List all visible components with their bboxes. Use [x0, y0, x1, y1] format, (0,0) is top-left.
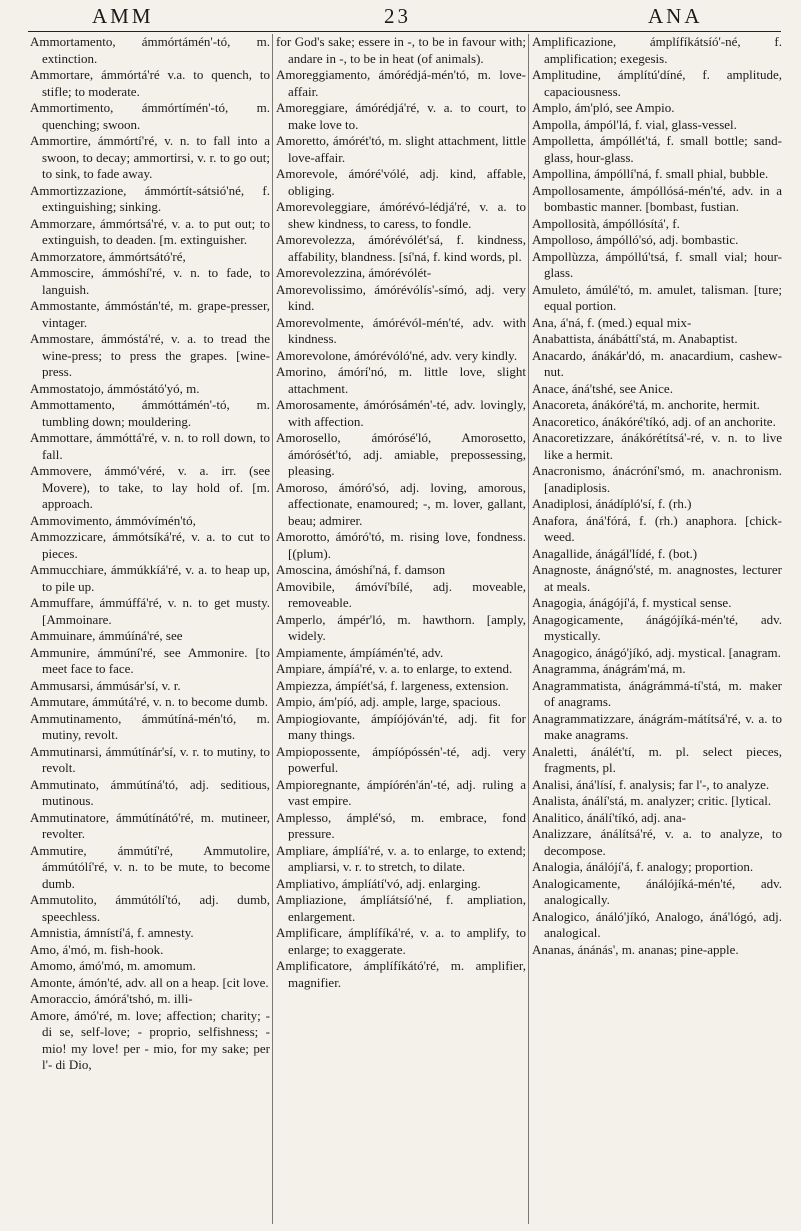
dictionary-entry: Ammostante, ámmóstán'té, m. grape-presser, vintager.: [30, 298, 270, 330]
dictionary-entry: Ampollosità, ámpóllósítá', f.: [532, 215, 680, 231]
dictionary-entry: Ampliazione, ámplíátsíó'né, f. ampliation, enlargement.: [276, 892, 526, 924]
dictionary-entry: Ampioregnante, ámpíórén'án'-té, adj. ruling a vast empire.: [276, 776, 526, 808]
dictionary-entry: Amoscina, ámóshí'ná, f. damson: [276, 562, 446, 577]
page-header: [0, 0, 801, 36]
dictionary-entry: Analogicamente, ánálójíká-mén'té, adv. analogically.: [532, 875, 782, 907]
dictionary-entry: Amore, ámó'ré, m. love; affection; charity; - di se, self-love; - proprio, selfishness; - mio! my love! per - mio, for my sake; per l'- di Dio,: [30, 1007, 270, 1072]
dictionary-entry: Amo, á'mó, m. fish-hook.: [30, 941, 164, 957]
dictionary-entry: Amorotto, ámóró'tó, m. rising love, fondness. [(plum).: [276, 529, 526, 561]
dictionary-entry: Amplesso, ámplé'só, m. embrace, fond pressure.: [276, 809, 526, 841]
dictionary-entry: Anagogia, ánágójí'á, f. mystical sense.: [532, 595, 732, 610]
dictionary-entry: Ampliare, ámplíá'ré, v. a. to enlarge, to extend; ampliarsi, v. r. to stretch, to dilate.: [276, 842, 526, 874]
dictionary-entry: Ammoscire, ámmóshí'ré, v. n. to fade, to languish.: [30, 265, 270, 297]
dictionary-entry: Anabattista, ánábáttí'stá, m. Anabaptist.: [532, 331, 738, 346]
dictionary-entry: Ammutinatore, ámmútínátó'ré, m. mutineer, revolter.: [30, 809, 270, 841]
dictionary-entry: Ammortimento, ámmórtímén'-tó, m. quenching; swoon.: [30, 100, 270, 132]
dictionary-entry: Analetti, ánálét'tí, m. pl. select pieces, fragments, pl.: [532, 743, 782, 775]
dictionary-entry: Ammorzare, ámmórtsá'ré, v. a. to put out; to extinguish, to deaden. [m. extinguisher.: [30, 215, 270, 247]
dictionary-entry: Amoretto, ámórét'tó, m. slight attachment, little love-affair.: [276, 133, 526, 165]
dictionary-entry: Ammovimento, ámmóvímén'tó,: [30, 512, 196, 528]
dictionary-entry: Amplificare, ámplífíká'ré, v. a. to amplify, to enlarge; to exaggerate.: [276, 925, 526, 957]
dictionary-entry: Analista, ánálí'stá, m. analyzer; critic. [lytical.: [532, 793, 772, 808]
dictionary-entry: Anagallide, ánágál'lídé, f. (bot.): [532, 545, 698, 561]
dictionary-entry: Amorevole, ámóré'vólé, adj. kind, affable, obliging.: [276, 166, 526, 198]
dictionary-entry: Ampiamente, ámpíámén'té, adv.: [276, 644, 444, 660]
dictionary-entry: Anagramma, ánágrám'má, m.: [532, 661, 686, 676]
dictionary-entry: Anagogicamente, ánágójíká-mén'té, adv. mystically.: [532, 611, 782, 643]
dictionary-entry: Analisi, áná'lísí, f. analysis; far l'-, to analyze.: [532, 776, 770, 792]
dictionary-entry: Ammozzicare, ámmótsíká'ré, v. a. to cut to pieces.: [30, 529, 270, 561]
dictionary-entry: Amoroso, ámóró'só, adj. loving, amorous, affectionate, enamoured; -, m. lover, gallant, beau; admirer.: [276, 479, 526, 528]
page-number: 23: [384, 4, 411, 28]
dictionary-entry: Analogico, ánáló'jíkó, Analogo, áná'lógó, adj. analogical.: [532, 908, 782, 940]
dictionary-entry: Ammottamento, ámmóttámén'-tó, m. tumbling down; mouldering.: [30, 397, 270, 429]
dictionary-entry: Anagnoste, ánágnó'sté, m. anagnostes, lecturer at meals.: [532, 562, 782, 594]
dictionary-entry: Anacoreta, ánákóré'tá, m. anchorite, hermit.: [532, 397, 760, 412]
dictionary-entry: Amorevolissimo, ámórévólís'-símó, adj. very kind.: [276, 281, 526, 313]
dictionary-entry: Amplitudine, ámplítú'díné, f. amplitude, capaciousness.: [532, 67, 782, 99]
column-divider: [528, 34, 529, 1224]
dictionary-entry: Ampolloso, ámpólló'só, adj. bombastic.: [532, 232, 739, 247]
dictionary-entry: Ammutire, ámmútí'ré, Ammutolire, ámmútólí'ré, v. n. to be mute, to become dumb.: [30, 842, 270, 891]
dictionary-entry: Anafora, áná'fórá, f. (rh.) anaphora. [chick-weed.: [532, 512, 782, 544]
dictionary-entry: Amoreggiare, ámórédjá'ré, v. a. to court, to make love to.: [276, 100, 526, 132]
dictionary-entry: Ammottare, ámmóttá'ré, v. n. to roll down, to fall.: [30, 430, 270, 462]
dictionary-entry: Amoreggiamento, ámórédjá-mén'tó, m. love-affair.: [276, 67, 526, 99]
dictionary-entry: Ammostare, ámmóstá'ré, v. a. to tread the wine-press; to press the grapes. [wine-press.: [30, 331, 270, 379]
dictionary-entry: Amplo, ám'pló, see Ampio.: [532, 100, 675, 115]
dictionary-entry: Analitico, ánálí'tíkó, adj. ana-: [532, 809, 686, 825]
dictionary-entry: Amorevoleggiare, ámórévó-lédjá'ré, v. a. to shew kindness, to caress, to fondle.: [276, 199, 526, 231]
dictionary-entry: Ammuinare, ámmúíná'ré, see: [30, 628, 183, 643]
dictionary-entry: Amomo, ámó'mó, m. amomum.: [30, 958, 196, 973]
dictionary-entry: Ammutare, ámmútá'ré, v. n. to become dumb.: [30, 694, 268, 709]
dictionary-entry: Ampiare, ámpíá'ré, v. a. to enlarge, to extend.: [276, 661, 513, 676]
dictionary-entry: Amnistia, ámnístí'á, f. amnesty.: [30, 925, 194, 940]
dictionary-entry: Ampiopossente, ámpíópóssén'-té, adj. very powerful.: [276, 743, 526, 775]
dictionary-entry: Amovibile, ámóví'bílé, adj. moveable, removeable.: [276, 578, 526, 610]
dictionary-entry: Ananas, ánánás', m. ananas; pine-apple.: [532, 941, 739, 957]
dictionary-entry: Ammovere, ámmó'véré, v. a. irr. (see Movere), to take, to lay hold of. [m. approach.: [30, 463, 270, 511]
dictionary-entry: Ammortire, ámmórtí'ré, v. n. to fall into a swoon, to decay; ammortirsi, v. r. to go out; to sink, to fade away.: [30, 133, 270, 181]
dictionary-entry: Ammutolito, ámmútólí'tó, adj. dumb, speechless.: [30, 892, 270, 924]
dictionary-entry: Analogia, ánálójí'á, f. analogy; proportion.: [532, 859, 754, 874]
dictionary-entry: Ampolla, ámpól'lá, f. vial, glass-vessel.: [532, 116, 737, 132]
dictionary-entry: Amonte, ámón'té, adv. all on a heap. [cit love.: [30, 974, 269, 990]
dictionary-entry: Ammuffare, ámmúffá'ré, v. n. to get musty. [Ammoinare.: [30, 595, 270, 627]
dictionary-entry: Anacoretico, ánákóré'tíkó, adj. of an anchorite.: [532, 413, 776, 429]
header-left-guideword: AMM: [92, 4, 154, 28]
dictionary-entry: Amplificatore, ámplífíkátó'ré, m. amplifier, magnifier.: [276, 958, 526, 990]
dictionary-entry: Amperlo, ámpér'ló, m. hawthorn. [amply, widely.: [276, 611, 526, 643]
dictionary-entry: Ammortizzazione, ámmórtít-sátsió'né, f. extinguishing; sinking.: [30, 182, 270, 214]
dictionary-entry: Anagrammatista, ánágrámmá-tí'stá, m. maker of anagrams.: [532, 677, 782, 709]
dictionary-entry: for God's sake; essere in -, to be in favour with; andare in -, to be in heat (of animals).: [276, 34, 526, 66]
header-rule: [28, 31, 781, 32]
dictionary-column-3: [532, 34, 782, 1226]
dictionary-entry: Amoraccio, ámórá'tshó, m. illi-: [30, 991, 193, 1006]
dictionary-entry: Ammunire, ámmúní'ré, see Ammonire. [to meet face to face.: [30, 644, 270, 676]
dictionary-column-1: [30, 34, 270, 1226]
dictionary-entry: Ampiezza, ámpíét'sá, f. largeness, extension.: [276, 677, 509, 693]
dictionary-entry: Analizzare, ánálítsá'ré, v. a. to analyze, to decompose.: [532, 826, 782, 858]
dictionary-entry: Anadiplosi, ánádípló'sí, f. (rh.): [532, 496, 692, 511]
dictionary-entry: Amorevolezzina, ámórévólét-: [276, 265, 432, 280]
dictionary-entry: Amorino, ámórí'nó, m. little love, slight attachment.: [276, 364, 526, 396]
column-divider: [272, 34, 273, 1224]
dictionary-entry: Anagogico, ánágó'jíkó, adj. mystical. [anagram.: [532, 644, 781, 660]
dictionary-entry: Ampollosamente, ámpóllósá-mén'té, adv. in a bombastic manner. [bombast, fustian.: [532, 182, 782, 214]
dictionary-entry: Anacoretizzare, ánákórétítsá'-ré, v. n. to live like a hermit.: [532, 430, 782, 462]
dictionary-entry: Anagrammatizzare, ánágrám-mátítsá'ré, v. a. to make anagrams.: [532, 710, 782, 742]
dictionary-entry: Ampio, ám'píó, adj. ample, large, spacious.: [276, 694, 501, 709]
dictionary-entry: Ampollina, ámpóllí'ná, f. small phial, bubble.: [532, 166, 769, 181]
dictionary-entry: Amorevolmente, ámórévól-mén'té, adv. with kindness.: [276, 314, 526, 346]
dictionary-entry: Ammorzatore, ámmórtsátó'ré,: [30, 248, 186, 264]
dictionary-entry: Ammutinarsi, ámmútínár'sí, v. r. to mutiny, to revolt.: [30, 743, 270, 775]
dictionary-entry: Amorosello, ámórósé'ló, Amorosetto, ámórósét'tó, adj. amiable, prepossessing, pleasing.: [276, 430, 526, 478]
dictionary-entry: Anace, áná'tshé, see Anice.: [532, 380, 673, 396]
header-right-guideword: ANA: [648, 4, 703, 28]
dictionary-entry: Ammutinato, ámmútíná'tó, adj. seditious, mutinous.: [30, 776, 270, 808]
dictionary-entry: Amorosamente, ámórósámén'-té, adv. lovingly, with affection.: [276, 397, 526, 429]
dictionary-column-2: [276, 34, 526, 1226]
dictionary-entry: Ampiogiovante, ámpíójóván'té, adj. fit for many things.: [276, 710, 526, 742]
dictionary-entry: Amorevolezza, ámórévólét'sá, f. kindness, affability, blandness. [sí'ná, f. kind words, pl.: [276, 232, 526, 264]
dictionary-entry: Ammortamento, ámmórtámén'-tó, m. extinction.: [30, 34, 270, 66]
dictionary-entry: Anacronismo, ánácróní'smó, m. anachronism. [anadiplosis.: [532, 463, 782, 495]
dictionary-entry: Anacardo, ánákár'dó, m. anacardium, cashew-nut.: [532, 347, 782, 379]
dictionary-entry: Amplificazione, ámplífíkátsíó'-né, f. amplification; exegesis.: [532, 34, 782, 66]
dictionary-entry: Ammostatojo, ámmóstátó'yó, m.: [30, 380, 200, 396]
dictionary-entry: Ammusarsi, ámmúsár'sí, v. r.: [30, 677, 181, 693]
dictionary-entry: Amorevolone, ámórévóló'né, adv. very kindly.: [276, 347, 518, 363]
dictionary-entry: Ampolletta, ámpóllét'tá, f. small bottle; sand-glass, hour-glass.: [532, 133, 782, 165]
dictionary-entry: Ammucchiare, ámmúkkíá'ré, v. a. to heap up, to pile up.: [30, 562, 270, 594]
dictionary-entry: Ammutinamento, ámmútíná-mén'tó, m. mutiny, revolt.: [30, 710, 270, 742]
dictionary-entry: Amuleto, ámúlé'tó, m. amulet, talisman. [ture; equal portion.: [532, 281, 782, 313]
dictionary-entry: Ammortare, ámmórtá'ré v.a. to quench, to stifle; to moderate.: [30, 67, 270, 99]
dictionary-entry: Ampollùzza, ámpóllú'tsá, f. small vial; hour-glass.: [532, 248, 782, 280]
dictionary-entry: Ampliativo, ámplíátí'vó, adj. enlarging.: [276, 875, 481, 891]
dictionary-entry: Ana, á'ná, f. (med.) equal mix-: [532, 314, 692, 330]
